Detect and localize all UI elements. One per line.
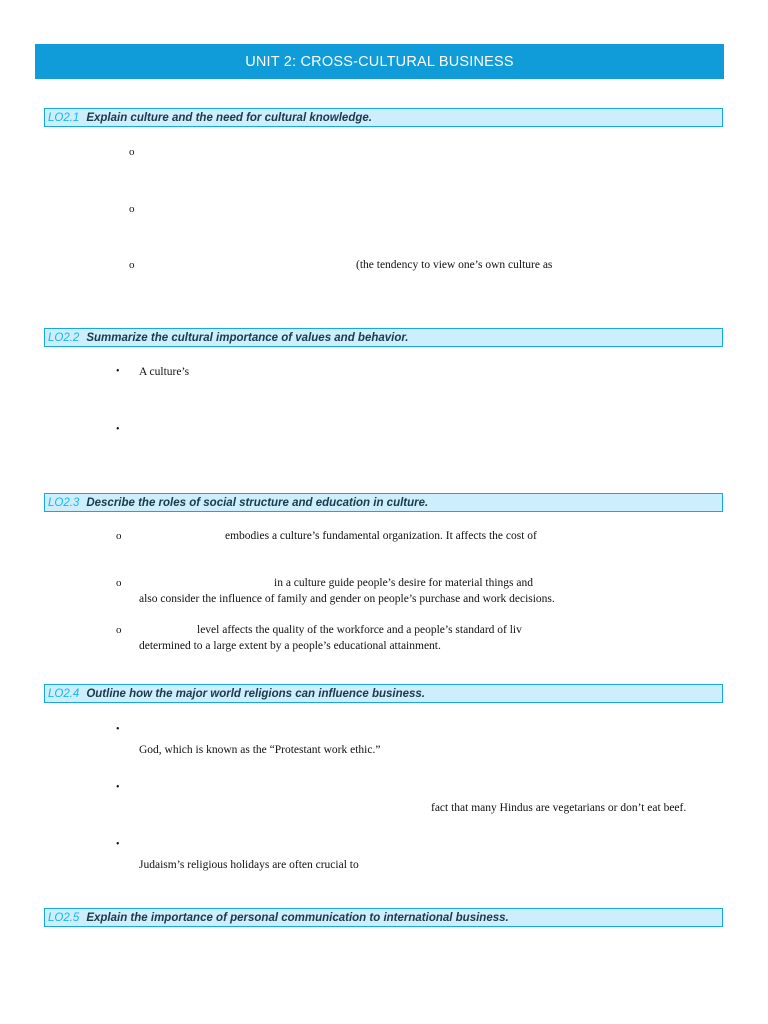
bullet-marker: •: [116, 424, 120, 435]
objective-text: Explain culture and the need for cultural knowledge.: [86, 111, 372, 124]
circle-marker: o: [129, 259, 135, 271]
bullet-marker: •: [116, 724, 120, 735]
objective-text: Outline how the major world religions can influence business.: [86, 687, 425, 700]
bullet-marker: •: [116, 839, 120, 850]
objective-text: Describe the roles of social structure and education in culture.: [86, 496, 429, 509]
body-text: embodies a culture’s fundamental organization. It affects the cost of: [225, 530, 537, 542]
objective-code: LO2.5: [48, 911, 80, 924]
objective-code: LO2.2: [48, 331, 80, 344]
objective-lo2-1: [44, 108, 723, 127]
body-text: God, which is known as the “Protestant work ethic.”: [139, 744, 381, 756]
bullet-marker: •: [116, 782, 120, 793]
objective-lo2-2: [44, 328, 723, 347]
body-text: level affects the quality of the workforce and a people’s standard of liv: [197, 624, 522, 636]
body-text: Judaism’s religious holidays are often crucial to: [139, 859, 359, 871]
objective-code: LO2.3: [48, 496, 80, 509]
body-text: fact that many Hindus are vegetarians or don’t eat beef.: [431, 802, 687, 814]
body-text: in a culture guide people’s desire for material things and: [274, 577, 533, 589]
objective-lo2-4: [44, 684, 723, 703]
bullet-marker: •: [116, 366, 120, 377]
body-text: A culture’s: [139, 366, 190, 378]
page-title: UNIT 2: CROSS-CULTURAL BUSINESS: [35, 44, 724, 79]
body-text: (the tendency to view one’s own culture as: [356, 259, 553, 271]
objective-code: LO2.1: [48, 111, 80, 124]
circle-marker: o: [129, 203, 135, 215]
objective-lo2-3: [44, 493, 723, 512]
objective-code: LO2.4: [48, 687, 80, 700]
objective-text: Explain the importance of personal communication to international business.: [86, 911, 509, 924]
objective-lo2-5: [44, 908, 723, 927]
circle-marker: o: [129, 146, 135, 158]
objective-text: Summarize the cultural importance of values and behavior.: [86, 331, 409, 344]
body-text: also consider the influence of family and gender on people’s purchase and work decisions.: [139, 593, 555, 605]
circle-marker: o: [116, 530, 122, 542]
body-text: determined to a large extent by a people’s educational attainment.: [139, 640, 441, 652]
circle-marker: o: [116, 624, 122, 636]
circle-marker: o: [116, 577, 122, 589]
